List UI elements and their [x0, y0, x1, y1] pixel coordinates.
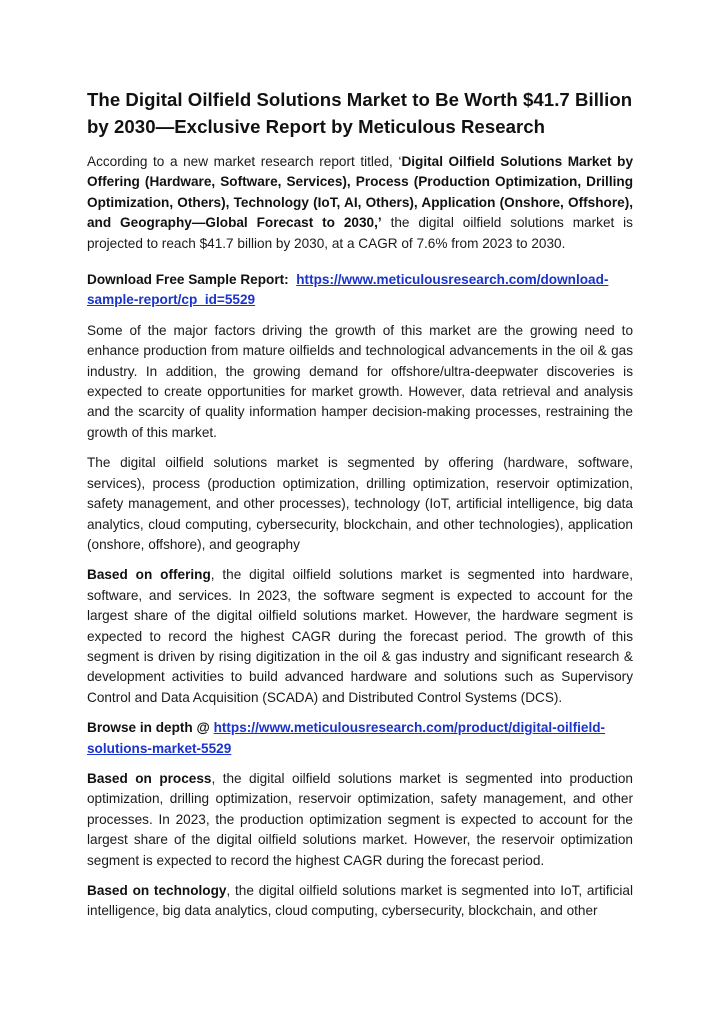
document-page — [87, 86, 633, 932]
technology-label: Based on technology — [87, 883, 227, 898]
offering-text: , the digital oilfield solutions market is segmented into hardware, software, and services. In 2023, the software segment is expected to account for the largest share of the digital oilfield solutions market. However, the hardware segment is expected to record the highest CAGR during the forecast period. The growth of this segment is driven by rising digitization in the oil & gas industry and significant research & development activities to build advanced hardware and solutions such as Supervisory Control and Data Acquisition (SCADA) and Distributed Control Systems (DCS). — [87, 567, 633, 705]
browse-paragraph — [87, 718, 633, 759]
browse-label: Browse in depth @ — [87, 720, 210, 736]
sample-report-link[interactable]: https://www.meticulousresearch.com/download-sample-report/cp_id=5529 — [87, 272, 609, 308]
browse-link[interactable]: https://www.meticulousresearch.com/product/digital-oilfield-solutions-market-5529 — [87, 720, 606, 756]
sample-report-paragraph — [87, 270, 633, 311]
intro-lead: According to a new market research report titled, ‘ — [87, 154, 402, 169]
process-paragraph — [87, 769, 633, 871]
page-title: The Digital Oilfield Solutions Market to Be Worth $41.7 Billion by 2030—Exclusive Report by Meticulous Research — [87, 89, 633, 137]
intro-paragraph — [87, 152, 633, 254]
intro-rest: the digital oilfield solutions market is projected to reach $41.7 billion by 2030, at a CAGR of 7.6% from 2023 to 2030. — [87, 215, 633, 251]
technology-paragraph — [87, 881, 633, 922]
offering-paragraph — [87, 565, 633, 708]
offering-label: Based on offering — [87, 567, 211, 583]
process-label: Based on process — [87, 770, 212, 786]
drivers-paragraph: Some of the major factors driving the growth of this market are the growing need to enhance production from mature oilfields and technological advancements in the oil & gas industry. In addition, the growing demand for offshore/ultra-deepwater discoveries is expected to create opportunities for market growth. However, data retrieval and analysis and the scarcity of quality information hamper decision-making processes, restraining the growth of this market. — [87, 322, 633, 440]
segmentation-paragraph: The digital oilfield solutions market is segmented by offering (hardware, software, services), process (production optimization, drilling optimization, reservoir optimization, safety management, and other processes), technology (IoT, artificial intelligence, big data analytics, cloud computing, cybersecurity, blockchain, and other technologies), application (onshore, offshore), and geography — [87, 455, 633, 552]
technology-text: , the digital oilfield solutions market is segmented into IoT, artificial intelligence, big data analytics, cloud computing, cybersecurity, blockchain, and other — [87, 883, 633, 919]
process-text: , the digital oilfield solutions market is segmented into production optimization, drilling optimization, reservoir optimization, safety management, and other processes. In 2023, the production optimization segment is expected to account for the largest share of the digital oilfield solutions market. However, the reservoir optimization segment is expected to record the highest CAGR during the forecast period. — [87, 770, 633, 868]
report-title: Digital Oilfield Solutions Market by Offering (Hardware, Software, Services), Process (Production Optimization, Drilling Optimization, Others), Technology (IoT, AI, Others), Application (Onshore, Offshore), and Geography—Global Forecast to 2030,’ — [87, 154, 634, 231]
sample-report-label: Download Free Sample Report: — [87, 272, 289, 288]
